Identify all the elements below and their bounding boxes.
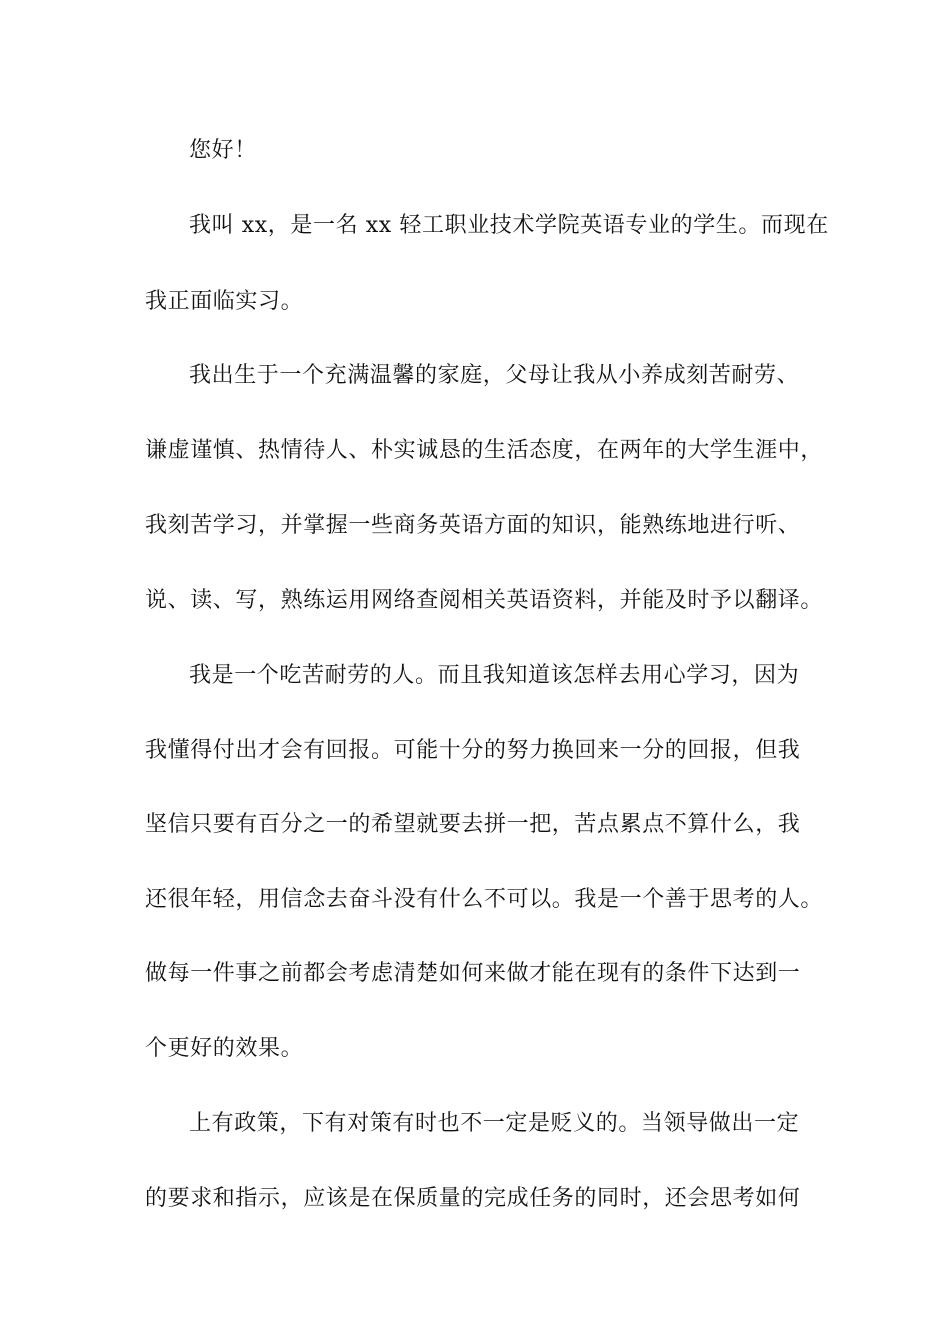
paragraph-line: 上有政策，下有对策有时也不一定是贬义的。当领导做出一定 — [189, 1111, 800, 1136]
paragraph-line: 谦虚谨慎、热情待人、朴实诚恳的生活态度，在两年的大学生涯中， — [145, 438, 824, 463]
paragraph-line: 我正面临实习。 — [145, 289, 304, 314]
paragraph-line: 我刻苦学习，并掌握一些商务英语方面的知识，能熟练地进行听、 — [145, 513, 801, 538]
paragraph-line: 的要求和指示，应该是在保质量的完成任务的同时，还会思考如何 — [145, 1186, 801, 1211]
paragraph-line: 我叫 xx，是一名 xx 轻工职业技术学院英语专业的学生。而现在 — [189, 213, 829, 238]
greeting-line: 您好！ — [189, 138, 257, 163]
paragraph-line: 做每一件事之前都会考虑清楚如何来做才能在现有的条件下达到一 — [145, 961, 801, 986]
paragraph-line: 还很年轻，用信念去奋斗没有什么不可以。我是一个善于思考的人。 — [145, 887, 824, 912]
paragraph-line: 坚信只要有百分之一的希望就要去拼一把，苦点累点不算什么，我 — [145, 812, 801, 837]
paragraph-line: 个更好的效果。 — [145, 1036, 304, 1061]
paragraph-line: 我出生于一个充满温馨的家庭，父母让我从小养成刻苦耐劳、 — [189, 363, 800, 388]
paragraph-line: 我是一个吃苦耐劳的人。而且我知道该怎样去用心学习，因为 — [189, 663, 800, 688]
paragraph-line: 我懂得付出才会有回报。可能十分的努力换回来一分的回报，但我 — [145, 738, 801, 763]
paragraph-line: 说、读、写，熟练运用网络查阅相关英语资料，并能及时予以翻译。 — [145, 588, 824, 613]
